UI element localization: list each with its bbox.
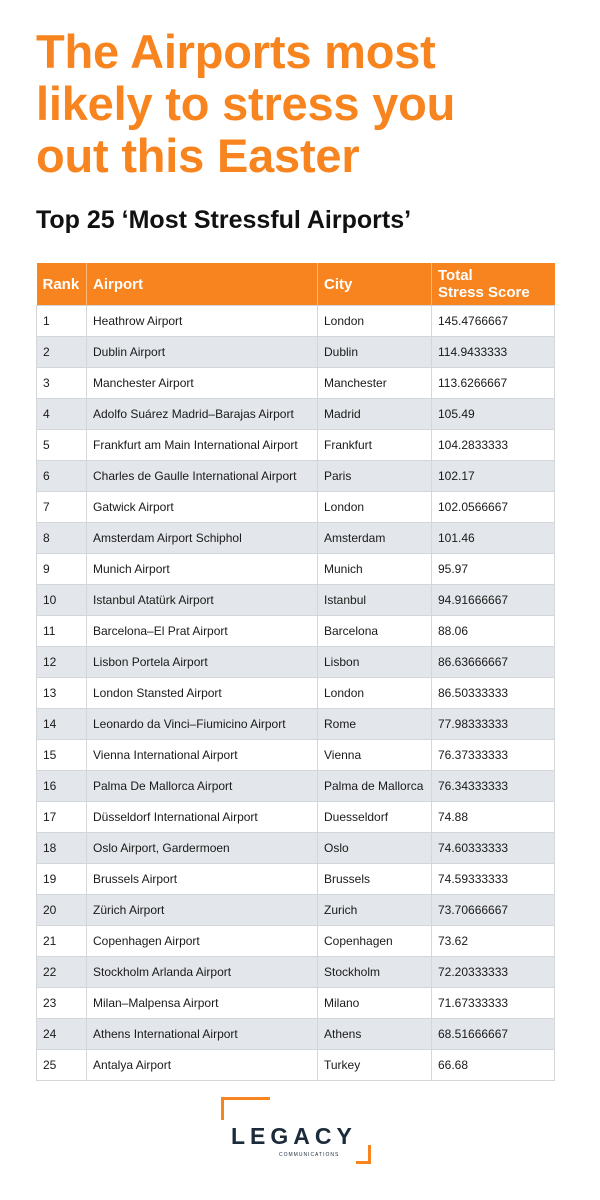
- table-row: [37, 399, 555, 430]
- cell-city: Brussels: [318, 864, 432, 895]
- cell-rank: 11: [37, 616, 87, 647]
- page-subtitle: Top 25 ‘Most Stressful Airports’: [36, 206, 412, 234]
- cell-score: 88.06: [432, 616, 555, 647]
- cell-airport: Amsterdam Airport Schiphol: [87, 523, 318, 554]
- table-row: [37, 337, 555, 368]
- cell-airport: Gatwick Airport: [87, 492, 318, 523]
- cell-airport: Milan–Malpensa Airport: [87, 988, 318, 1019]
- table-row: [37, 988, 555, 1019]
- table-row: [37, 306, 555, 337]
- cell-city: Zurich: [318, 895, 432, 926]
- table-body: [37, 306, 555, 1081]
- cell-rank: 25: [37, 1050, 87, 1081]
- cell-airport: Brussels Airport: [87, 864, 318, 895]
- cell-rank: 1: [37, 306, 87, 337]
- cell-airport: Antalya Airport: [87, 1050, 318, 1081]
- cell-airport: Athens International Airport: [87, 1019, 318, 1050]
- header-row: [37, 263, 555, 306]
- table-row: [37, 895, 555, 926]
- cell-city: Frankfurt: [318, 430, 432, 461]
- cell-rank: 10: [37, 585, 87, 616]
- cell-score: 105.49: [432, 399, 555, 430]
- cell-score: 101.46: [432, 523, 555, 554]
- table-row: [37, 1050, 555, 1081]
- table-row: [37, 1019, 555, 1050]
- cell-score: 145.4766667: [432, 306, 555, 337]
- cell-airport: Dublin Airport: [87, 337, 318, 368]
- table-row: [37, 461, 555, 492]
- page-title: [36, 26, 576, 182]
- cell-score: 76.34333333: [432, 771, 555, 802]
- cell-airport: Istanbul Atatürk Airport: [87, 585, 318, 616]
- table-row: [37, 616, 555, 647]
- cell-score: 74.88: [432, 802, 555, 833]
- cell-airport: Munich Airport: [87, 554, 318, 585]
- cell-rank: 17: [37, 802, 87, 833]
- table-row: [37, 430, 555, 461]
- cell-rank: 19: [37, 864, 87, 895]
- cell-score: 86.50333333: [432, 678, 555, 709]
- cell-airport: Copenhagen Airport: [87, 926, 318, 957]
- header-airport: Airport: [87, 263, 318, 306]
- table-row: [37, 554, 555, 585]
- cell-score: 73.62: [432, 926, 555, 957]
- cell-score: 77.98333333: [432, 709, 555, 740]
- title-line: The Airports most: [36, 25, 436, 78]
- cell-score: 94.91666667: [432, 585, 555, 616]
- cell-score: 74.60333333: [432, 833, 555, 864]
- logo-wordmark: LEGACY: [231, 1123, 357, 1149]
- table-row: [37, 833, 555, 864]
- table-row: [37, 926, 555, 957]
- cell-city: Lisbon: [318, 647, 432, 678]
- cell-city: Palma de Mallorca: [318, 771, 432, 802]
- cell-city: Barcelona: [318, 616, 432, 647]
- cell-rank: 16: [37, 771, 87, 802]
- cell-city: Oslo: [318, 833, 432, 864]
- title-line: out this Easter: [36, 129, 360, 182]
- table-row: [37, 957, 555, 988]
- table-row: [37, 740, 555, 771]
- header-score-line1: Total: [438, 267, 473, 284]
- cell-rank: 3: [37, 368, 87, 399]
- cell-city: Milano: [318, 988, 432, 1019]
- cell-rank: 6: [37, 461, 87, 492]
- cell-city: Rome: [318, 709, 432, 740]
- cell-airport: Charles de Gaulle International Airport: [87, 461, 318, 492]
- cell-score: 74.59333333: [432, 864, 555, 895]
- table-row: [37, 585, 555, 616]
- cell-rank: 2: [37, 337, 87, 368]
- cell-airport: Barcelona–El Prat Airport: [87, 616, 318, 647]
- cell-city: Madrid: [318, 399, 432, 430]
- cell-score: 66.68: [432, 1050, 555, 1081]
- cell-airport: Leonardo da Vinci–Fiumicino Airport: [87, 709, 318, 740]
- cell-rank: 14: [37, 709, 87, 740]
- cell-score: 76.37333333: [432, 740, 555, 771]
- cell-airport: Lisbon Portela Airport: [87, 647, 318, 678]
- legacy-logo: [221, 1097, 371, 1167]
- cell-score: 104.2833333: [432, 430, 555, 461]
- cell-city: Vienna: [318, 740, 432, 771]
- cell-airport: Adolfo Suárez Madrid–Barajas Airport: [87, 399, 318, 430]
- table-row: [37, 368, 555, 399]
- cell-score: 73.70666667: [432, 895, 555, 926]
- cell-rank: 15: [37, 740, 87, 771]
- cell-rank: 5: [37, 430, 87, 461]
- cell-city: London: [318, 306, 432, 337]
- cell-score: 72.20333333: [432, 957, 555, 988]
- table-row: [37, 647, 555, 678]
- logo-tagline: COMMUNICATIONS: [279, 1152, 340, 1158]
- cell-score: 68.51666667: [432, 1019, 555, 1050]
- cell-rank: 8: [37, 523, 87, 554]
- table-row: [37, 771, 555, 802]
- cell-rank: 7: [37, 492, 87, 523]
- cell-score: 86.63666667: [432, 647, 555, 678]
- cell-rank: 23: [37, 988, 87, 1019]
- header-city: City: [318, 263, 432, 306]
- cell-rank: 22: [37, 957, 87, 988]
- table-row: [37, 709, 555, 740]
- cell-city: Manchester: [318, 368, 432, 399]
- cell-airport: Vienna International Airport: [87, 740, 318, 771]
- cell-city: Amsterdam: [318, 523, 432, 554]
- cell-city: Copenhagen: [318, 926, 432, 957]
- cell-airport: London Stansted Airport: [87, 678, 318, 709]
- header-score-line2: Stress Score: [438, 284, 530, 301]
- cell-rank: 9: [37, 554, 87, 585]
- cell-city: Turkey: [318, 1050, 432, 1081]
- ranking-table-container: [36, 263, 554, 1081]
- cell-score: 114.9433333: [432, 337, 555, 368]
- title-line: likely to stress you: [36, 77, 456, 130]
- cell-city: Paris: [318, 461, 432, 492]
- table-row: [37, 523, 555, 554]
- logo-bracket-bottom: [356, 1145, 371, 1164]
- table-row: [37, 864, 555, 895]
- cell-airport: Frankfurt am Main International Airport: [87, 430, 318, 461]
- cell-rank: 24: [37, 1019, 87, 1050]
- cell-airport: Manchester Airport: [87, 368, 318, 399]
- cell-airport: Zürich Airport: [87, 895, 318, 926]
- cell-score: 71.67333333: [432, 988, 555, 1019]
- table-row: [37, 802, 555, 833]
- cell-airport: Oslo Airport, Gardermoen: [87, 833, 318, 864]
- cell-score: 102.0566667: [432, 492, 555, 523]
- cell-city: Stockholm: [318, 957, 432, 988]
- cell-rank: 13: [37, 678, 87, 709]
- cell-rank: 21: [37, 926, 87, 957]
- cell-score: 102.17: [432, 461, 555, 492]
- cell-city: Duesseldorf: [318, 802, 432, 833]
- table-row: [37, 678, 555, 709]
- cell-city: Munich: [318, 554, 432, 585]
- cell-airport: Stockholm Arlanda Airport: [87, 957, 318, 988]
- cell-score: 95.97: [432, 554, 555, 585]
- header-score: [432, 263, 555, 306]
- cell-airport: Düsseldorf International Airport: [87, 802, 318, 833]
- logo-bracket-top: [221, 1097, 270, 1120]
- cell-city: Istanbul: [318, 585, 432, 616]
- header-rank: Rank: [37, 263, 87, 306]
- cell-rank: 12: [37, 647, 87, 678]
- cell-city: Athens: [318, 1019, 432, 1050]
- cell-city: Dublin: [318, 337, 432, 368]
- cell-score: 113.6266667: [432, 368, 555, 399]
- cell-rank: 20: [37, 895, 87, 926]
- ranking-table: [36, 263, 555, 1081]
- cell-city: London: [318, 678, 432, 709]
- table-header: [37, 263, 555, 306]
- table-row: [37, 492, 555, 523]
- cell-rank: 4: [37, 399, 87, 430]
- cell-airport: Heathrow Airport: [87, 306, 318, 337]
- cell-airport: Palma De Mallorca Airport: [87, 771, 318, 802]
- cell-rank: 18: [37, 833, 87, 864]
- cell-city: London: [318, 492, 432, 523]
